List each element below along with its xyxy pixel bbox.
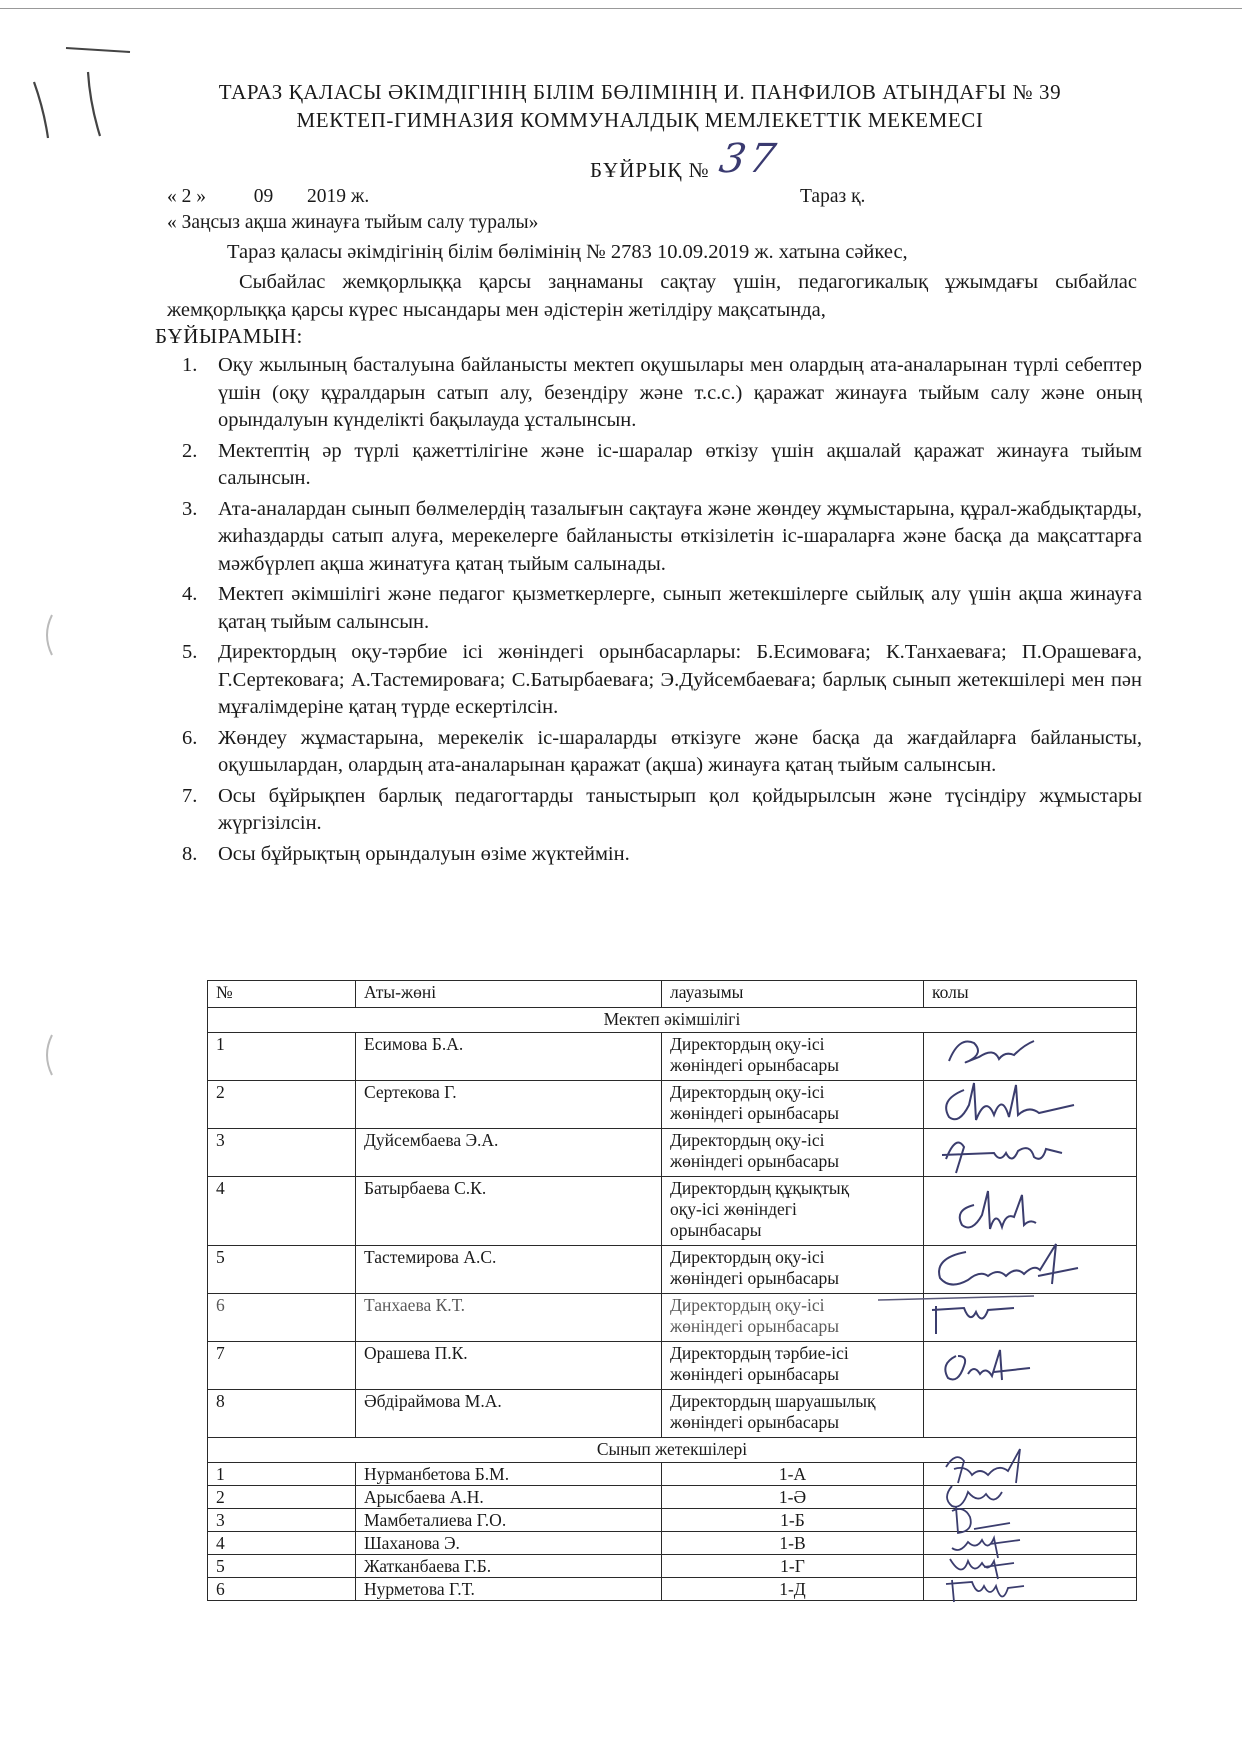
order-city: Тараз қ. bbox=[800, 186, 866, 207]
signature-cell bbox=[924, 1033, 1137, 1081]
signature-table bbox=[207, 980, 1137, 1601]
table-row: 4 Шаханова Э. 1-В bbox=[208, 1532, 1137, 1555]
header-position: лауазымы bbox=[662, 981, 924, 1008]
table-row: 1 Есимова Б.А. Директордың оқу-ісі жөніндегі орынбасары bbox=[208, 1033, 1137, 1081]
order-item: 5. Директордың оқу-тәрбие ісі жөніндегі орынбасарлары: Б.Есимоваға; К.Танхаеваға; П.Орашеваға, Г.Сертековаға; А.Тастемироваға; С.Батырбаеваға; Э.Дуйсембаеваға; барлық сынып жетекшілері мен пән мұғалімдеріне қатаң түрде ескертілсін. bbox=[182, 641, 1142, 718]
section-row-teachers: Сынып жетекшілері bbox=[208, 1438, 1137, 1463]
signature-cell bbox=[924, 1246, 1137, 1294]
order-number-handwritten: 37 bbox=[715, 136, 783, 182]
handwritten-signature bbox=[938, 1572, 1038, 1612]
date-month: 09 bbox=[253, 186, 274, 207]
table-row: 8 Әбдiраймова М.А. Директордың шаруашылық жөніндегі орынбасары bbox=[208, 1390, 1137, 1438]
handwritten-signature bbox=[944, 1185, 1054, 1235]
signature-cell bbox=[924, 1342, 1137, 1390]
handwritten-signature bbox=[934, 1075, 1084, 1130]
order-item: 7. Осы бұйрықпен барлық педагогтарды таныстырып қол қойдырылсын және түсіндіру жұмыстары жүргізілсін. bbox=[182, 784, 1142, 834]
header-signature: колы bbox=[924, 981, 1137, 1008]
order-date bbox=[167, 186, 369, 208]
table-row: 6 Танхаева К.Т. Директордың оқу-ісі жөніндегі орынбасары bbox=[208, 1294, 1137, 1342]
intro-paragraph-1: Тараз қаласы әкімдігінің білім бөлімінің № 2783 10.09.2019 ж. хатына сәйкес, bbox=[227, 241, 908, 263]
order-items-list bbox=[170, 352, 1142, 871]
order-item: 2. Мектептің әр түрлі қажеттілігіне және іс-шаралар өткізу үшін ақшалай қаражат жинауға тыйым салынсын. bbox=[182, 439, 1142, 489]
intro-paragraph-2: Сыбайлас жемқорлыққа қарсы заңнаманы сақтау үшін, педагогикалық ұжымдағы сыбайлас жемқорлыққа қарсы күрес нысандары мен әдістерін жетілдіру мақсатында, bbox=[167, 271, 1137, 321]
school-header bbox=[180, 78, 1100, 134]
binding-hole-mark bbox=[40, 1030, 60, 1080]
order-item: 1. Оқу жылының басталуына байланысты мектеп оқушылары мен олардың ата-аналарынан түрлі себептер үшін (оқу құралдарын сатып алу, безендіру және т.с.с.) қаражат жинауға тыйым салу және оның орындалуын күнделікті бақылауда ұсталынсын. bbox=[182, 354, 1142, 431]
table-row: 5 Жатканбаева Г.Б. 1-Г bbox=[208, 1555, 1137, 1578]
handwritten-signature bbox=[934, 1129, 1074, 1179]
table-row: 1 Нурманбетова Б.М. 1-А bbox=[208, 1463, 1137, 1486]
table-header-row bbox=[208, 981, 1137, 1008]
table-row: 4 Батырбаева С.К. Директордың құқықтық оқу-ісі жөніндегі орынбасары bbox=[208, 1177, 1137, 1246]
date-day: « 2 » bbox=[167, 186, 206, 207]
table-row: 3 Мамбеталиева Г.О. 1-Б bbox=[208, 1509, 1137, 1532]
signature-cell bbox=[924, 1578, 1137, 1601]
command-heading: БҰЙЫРАМЫН: bbox=[155, 324, 303, 348]
table-row: 3 Дуйсембаева Э.А. Директордың оқу-ісі жөніндегі орынбасары bbox=[208, 1129, 1137, 1177]
header-name: Аты-жөні bbox=[356, 981, 662, 1008]
order-item: 3. Ата-аналардан сынып бөлмелердің тазалығын сақтауға және жөндеу жұмыстарына, құрал-жабдықтарды, жиһаздарды сатып алуға, мерекелерге байланысты өткізілетін іс-шараларға және басқа да мақсаттарға мәжбүрлеп ақша жинатуға қатаң тыйым салынады. bbox=[182, 497, 1142, 575]
order-item: 4. Мектеп әкімшілігі және педагог қызметкерлерге, сынып жетекшілерге сыйлық алу үшін ақша жинауға қатаң тыйым салынсын. bbox=[182, 583, 1142, 633]
handwritten-signature bbox=[926, 1240, 1086, 1295]
header-number: № bbox=[208, 981, 356, 1008]
handwritten-signature bbox=[934, 1344, 1044, 1389]
binding-hole-mark bbox=[40, 610, 60, 660]
signature-cell bbox=[924, 1294, 1137, 1342]
handwritten-signature bbox=[939, 1031, 1049, 1076]
signature-cell bbox=[924, 1390, 1137, 1438]
table-row: 2 Арысбаева А.Н. 1-Ә bbox=[208, 1486, 1137, 1509]
header-line-1: ТАРАЗ ҚАЛАСЫ ӘКІМДІГІНІҢ БІЛІМ БӨЛІМІНІҢ И. ПАНФИЛОВ АТЫНДАҒЫ № 39 bbox=[218, 80, 1062, 104]
table-row: 2 Сертекова Г. Директордың оқу-ісі жөніндегі орынбасары bbox=[208, 1081, 1137, 1129]
order-item: 6. Жөндеу жұмастарына, мерекелік іс-шараларды өткізуге және басқа да жағдайларға байланысты, оқушылардан, олардың ата-аналарынан қаражат (ақша) жинауға қатаң тыйым салынсын. bbox=[182, 726, 1142, 776]
table-row: 6 Нурметова Г.Т. 1-Д bbox=[208, 1578, 1137, 1601]
order-item: 8. Осы бұйрықтың орындалуын өзіме жүктеймін. bbox=[182, 842, 630, 865]
header-line-2: МЕКТЕП-ГИМНАЗИЯ КОММУНАЛДЫҚ МЕМЛЕКЕТТІК МЕКЕМЕСІ bbox=[296, 108, 984, 132]
scan-top-edge bbox=[0, 8, 1242, 9]
handwritten-signature bbox=[874, 1290, 1044, 1340]
signature-cell bbox=[924, 1129, 1137, 1177]
table-row: 5 Тастемирова А.С. Директордың оқу-ісі жөніндегі орынбасары bbox=[208, 1246, 1137, 1294]
table-row: 7 Орашева П.К. Директордың тәрбие-ісі жөніндегі орынбасары bbox=[208, 1342, 1137, 1390]
signature-cell bbox=[924, 1081, 1137, 1129]
section-row-admin: Мектеп әкімшілігі bbox=[208, 1008, 1137, 1033]
date-year: 2019 ж. bbox=[307, 186, 370, 207]
margin-handwritten-number bbox=[18, 40, 158, 140]
order-subject: « Заңсыз ақша жинауға тыйым салу туралы» bbox=[167, 212, 539, 233]
signature-cell bbox=[924, 1177, 1137, 1246]
order-title: БҰЙРЫҚ № bbox=[590, 158, 710, 182]
